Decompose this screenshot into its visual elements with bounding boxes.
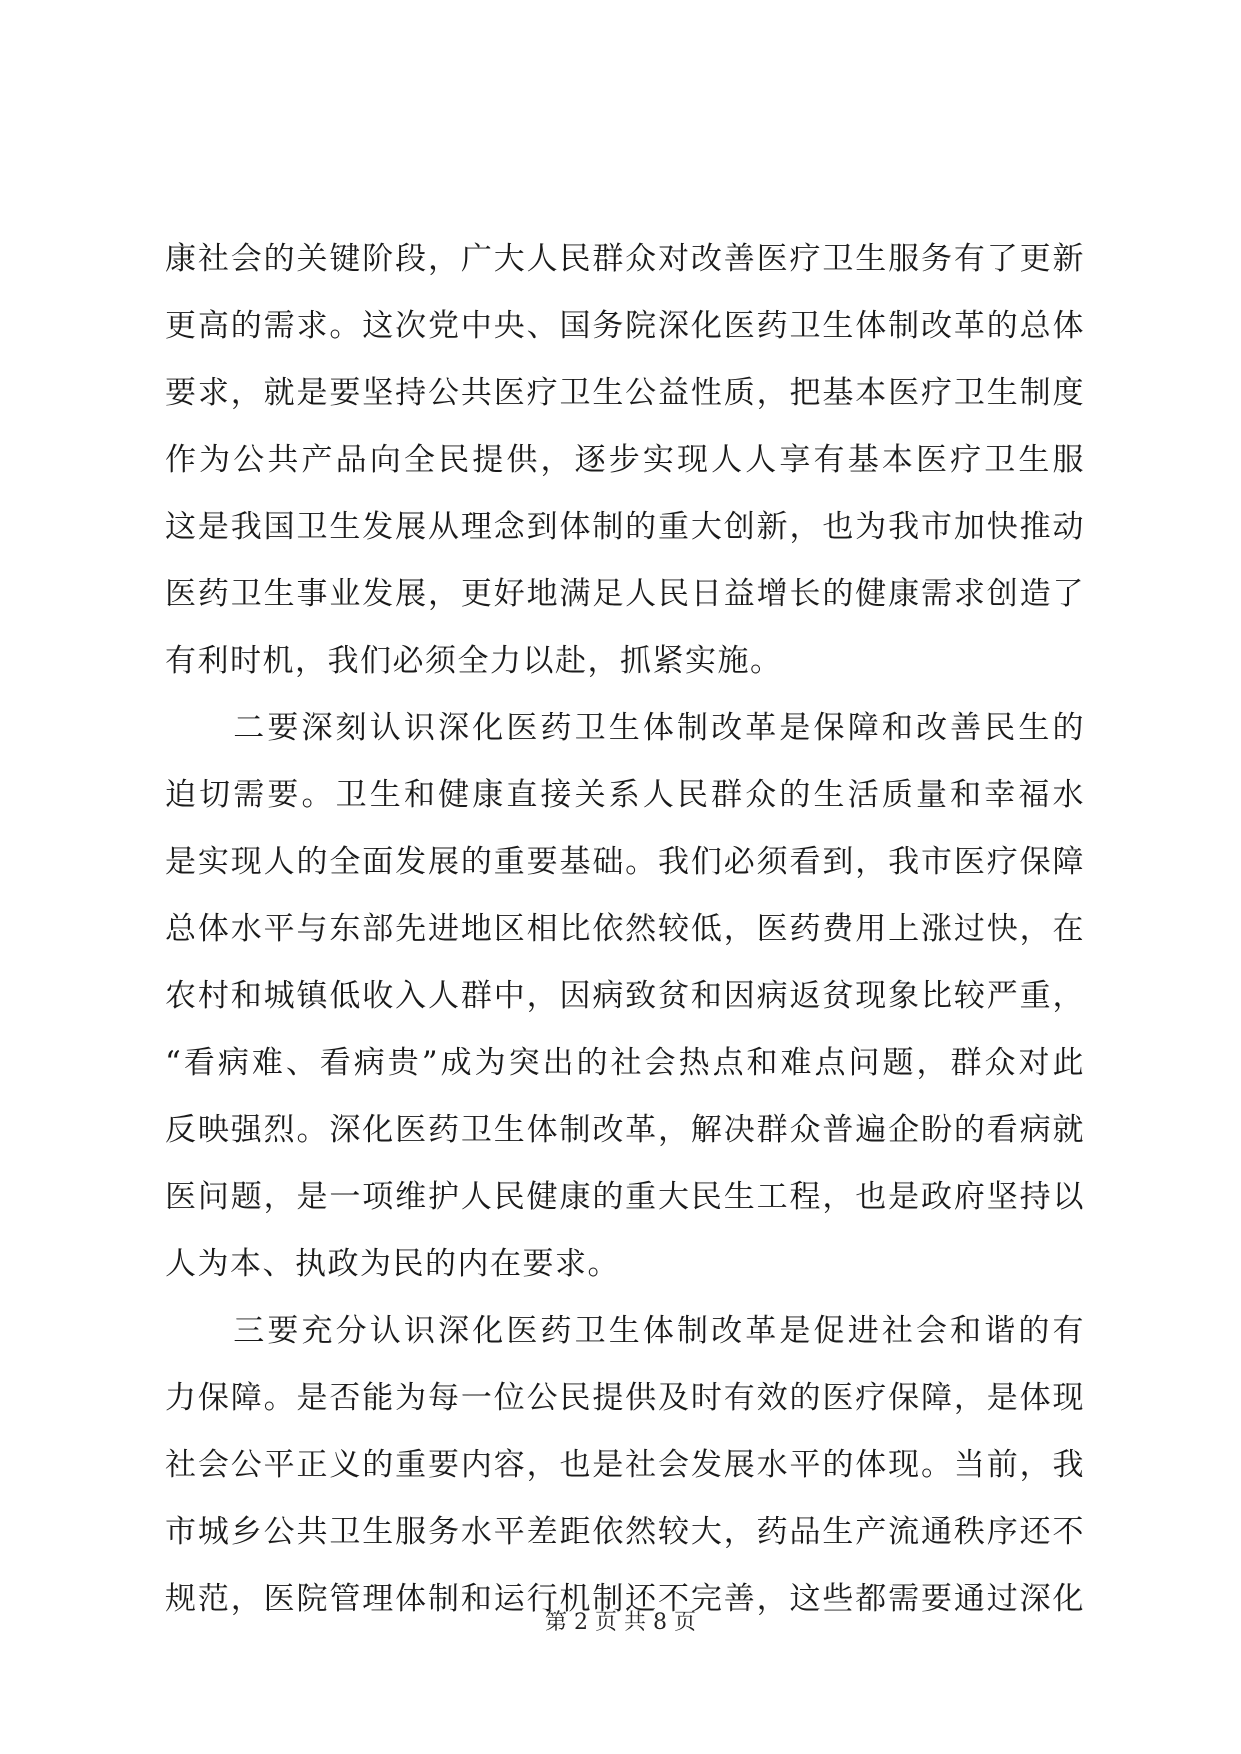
text-line: 社会公平正义的重要内容，也是社会发展水平的体现。当前，我 [165,1447,1085,1483]
text-line: 总体水平与东部先进地区相比依然较低，医药费用上涨过快，在 [165,911,1085,947]
text-line: 医问题，是一项维护人民健康的重大民生工程，也是政府坚持以 [165,1179,1085,1215]
text-line: 力保障。是否能为每一位公民提供及时有效的医疗保障，是体现 [165,1380,1085,1416]
text-line: 农村和城镇低收入人群中，因病致贫和因病返贫现象比较严重， [165,978,1085,1014]
text-line: 是实现人的全面发展的重要基础。我们必须看到，我市医疗保障 [165,844,1085,880]
text-line: 有利时机，我们必须全力以赴，抓紧实施。 [165,643,783,679]
paragraph-start-line: 三要充分认识深化医药卫生体制改革是促进社会和谐的有 [165,1313,1085,1349]
page-footer [0,1608,1241,1638]
text-line: 更高的需求。这次党中央、国务院深化医药卫生体制改革的总体 [165,308,1085,344]
text-line: 医药卫生事业发展，更好地满足人民日益增长的健康需求创造了 [165,576,1085,612]
page-number: 第 2 页 共 8 页 [545,1610,696,1635]
text-line: 康社会的关键阶段，广大人民群众对改善医疗卫生服务有了更新 [165,241,1085,277]
text-line: 规范，医院管理体制和运行机制还不完善，这些都需要通过深化 [165,1581,1085,1617]
body-text [165,226,1085,1633]
text-line: 要求，就是要坚持公共医疗卫生公益性质，把基本医疗卫生制度 [165,375,1085,411]
text-line: 市城乡公共卫生服务水平差距依然较大，药品生产流通秩序还不 [165,1514,1085,1550]
text-line: 反映强烈。深化医药卫生体制改革，解决群众普遍企盼的看病就 [165,1112,1085,1148]
text-line: 迫切需要。卫生和健康直接关系人民群众的生活质量和幸福水 [165,777,1085,813]
text-line: 这是我国卫生发展从理念到体制的重大创新，也为我市加快推动 [165,509,1085,545]
text-line: 作为公共产品向全民提供，逐步实现人人享有基本医疗卫生服 [165,442,1085,478]
text-line: 人为本、执政为民的内在要求。 [165,1246,620,1282]
paragraph-start-line: 二要深刻认识深化医药卫生体制改革是保障和改善民生的 [165,710,1085,746]
text-line: “看病难、看病贵”成为突出的社会热点和难点问题，群众对此 [165,1045,1085,1081]
